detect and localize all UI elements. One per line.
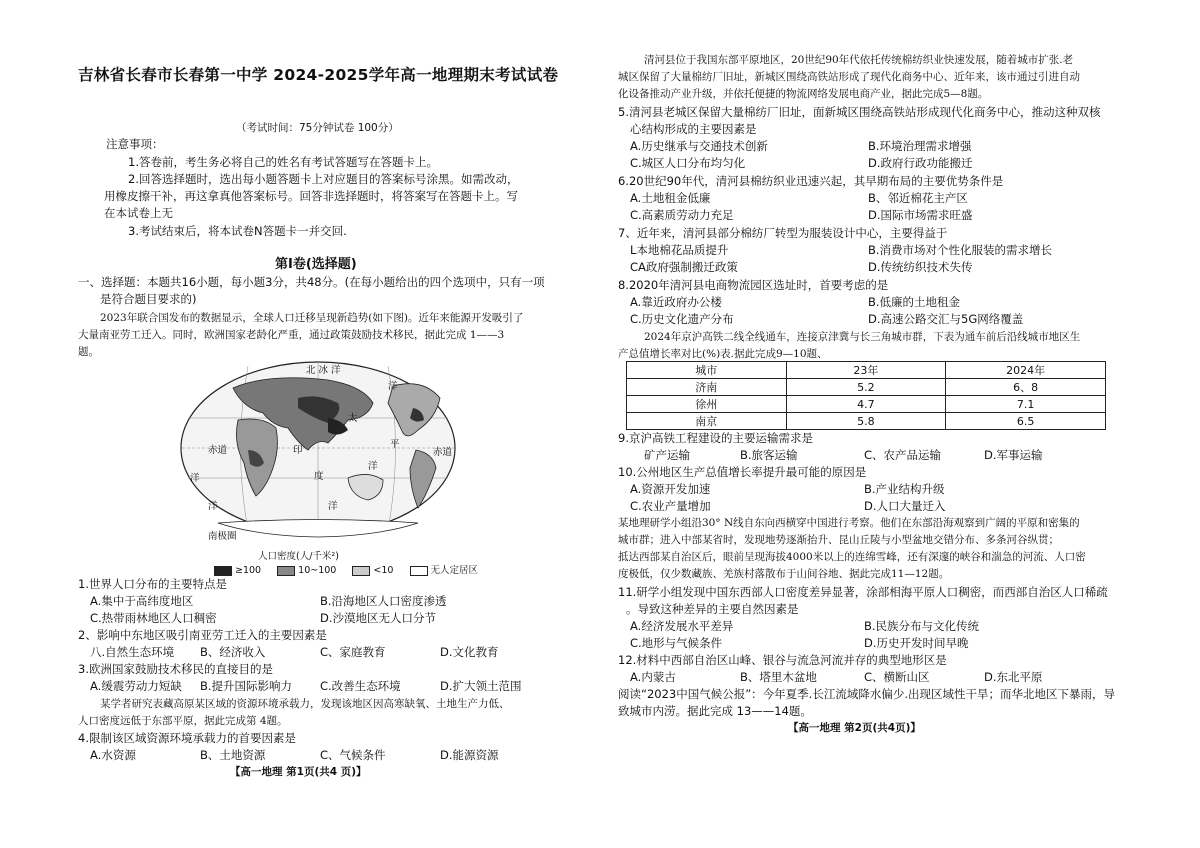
passage-text: 题。 bbox=[78, 346, 99, 358]
option-d: D.传统纺织技术失传 bbox=[868, 260, 973, 274]
option-a: 矿产运输 bbox=[644, 448, 690, 462]
table-cell: 徐州 bbox=[627, 396, 787, 413]
notes-header: 注意事项： bbox=[106, 137, 164, 151]
option-b: B.消费市场对个性化服装的需求增长 bbox=[868, 243, 1053, 257]
table-row bbox=[627, 413, 1106, 430]
table-cell: 5.8 bbox=[786, 413, 946, 430]
question-stem: 10.公州地区生产总值增长率提升最可能的原因是 bbox=[618, 465, 867, 479]
note-line: 用橡皮擦干补，再这拿真他答案标号。回答非选择题时，将答案写在答题卡上。写 bbox=[104, 189, 518, 203]
page-footer: 【高一地理 第1页(共4 页)】 bbox=[230, 766, 367, 778]
passage-text: 致城市内涝。据此完成 13——14题。 bbox=[618, 704, 812, 718]
map-label: 印 bbox=[293, 445, 303, 456]
map-label: 赤道 bbox=[433, 447, 453, 458]
option-a: A.靠近政府办公楼 bbox=[630, 295, 722, 309]
option-c: C.农业产量增加 bbox=[630, 499, 711, 513]
passage-text: 人口密度远低于东部平原，据此完成第 4题。 bbox=[78, 715, 288, 727]
option-c: C、家庭教育 bbox=[320, 645, 386, 659]
option-a: A.水资源 bbox=[90, 748, 136, 762]
option-b: B.环境治理需求增强 bbox=[868, 139, 972, 153]
legend-label: ≥100 bbox=[235, 565, 262, 576]
option-b: B.低廉的土地租金 bbox=[868, 295, 961, 309]
option-a: A.集中于高纬度地区 bbox=[90, 594, 194, 608]
option-c: C.高素质劳动力充足 bbox=[630, 208, 734, 222]
table-header-cell: 23年 bbox=[786, 362, 946, 379]
legend-label: <10 bbox=[373, 565, 394, 576]
page-title: 吉林省长春市长春第一中学 2024-2025学年高一地理期末考试试卷 bbox=[78, 66, 559, 84]
map-caption: 人口密度(人/千米²) bbox=[258, 551, 339, 562]
question-stem: 9.京沪高铁工程建设的主要运输需求是 bbox=[618, 431, 813, 445]
option-d: D.军事运输 bbox=[984, 448, 1043, 462]
option-d: D.扩大领土范围 bbox=[440, 679, 522, 693]
note-line: 1.答卷前，考生务必将自己的姓名有考试答题写在答题卡上。 bbox=[128, 155, 438, 169]
option-d: D.高速公路交汇与5G网络覆盖 bbox=[868, 312, 1024, 326]
map-label: 平 bbox=[390, 439, 400, 450]
option-a: A.资源开发加速 bbox=[630, 482, 711, 496]
option-d: D.能源资源 bbox=[440, 748, 499, 762]
option-b: B.旅客运输 bbox=[740, 448, 798, 462]
option-b: B.沿海地区人口密度渗透 bbox=[320, 594, 447, 608]
table-cell: 6、8 bbox=[946, 379, 1106, 396]
option-c: C.城区人口分布均匀化 bbox=[630, 156, 746, 170]
population-density-map bbox=[178, 358, 458, 548]
option-c: C.历史文化遗产分布 bbox=[630, 312, 734, 326]
legend-label: 10~100 bbox=[298, 565, 337, 576]
map-label: 洋 bbox=[328, 501, 338, 512]
question-stem: 1.世界人口分布的主要特点是 bbox=[78, 577, 227, 591]
passage-text: 度极低，仅少数藏族、羌族村落散布于山间谷地、据此完成11—12题。 bbox=[618, 568, 950, 580]
option-a: A.经济发展水平差异 bbox=[630, 619, 734, 633]
option-a: A.历史继承与交通技术创新 bbox=[630, 139, 768, 153]
question-stem: 7、近年来，清河县部分棉纺厂转型为服装设计中心，主要得益于 bbox=[618, 226, 948, 240]
passage-text: 大量南亚劳工迁入。同时，欧洲国家老龄化严重，通过政策鼓励技术移民，据此完成 1——3 bbox=[78, 329, 505, 341]
table-cell: 5.2 bbox=[786, 379, 946, 396]
exam-info: （考试时间：75分钟试卷 100分） bbox=[236, 122, 399, 134]
question-stem: 4.限制该区域资源环境承载力的首要因素是 bbox=[78, 731, 296, 745]
map-label: 洋 bbox=[190, 473, 200, 484]
option-c: C、横断山区 bbox=[864, 670, 930, 684]
legend-label: 无人定居区 bbox=[430, 565, 479, 576]
option-a: 八.自然生态环境 bbox=[90, 645, 175, 659]
map-label: 北 冰 洋 bbox=[306, 365, 341, 376]
option-b: B、邻近棉花主产区 bbox=[868, 191, 968, 205]
option-c: C.热带雨林地区人口稠密 bbox=[90, 611, 217, 625]
legend-swatch bbox=[410, 566, 428, 576]
table-header-cell: 城市 bbox=[627, 362, 787, 379]
legend-swatch bbox=[277, 566, 295, 576]
map-label: 太 bbox=[348, 413, 358, 424]
option-c: C.地形与气候条件 bbox=[630, 636, 723, 650]
page-footer: 【高一地理 第2页(共4页)】 bbox=[788, 722, 921, 734]
map-label: 赤道 bbox=[208, 445, 228, 456]
passage-text: 化设备推动产业升级，并依托便捷的物流网络发展电商产业，据此完成5—8题。 bbox=[618, 88, 989, 100]
map-label: 洋 bbox=[368, 461, 378, 472]
note-line: 在本试卷上无 bbox=[104, 206, 173, 220]
option-b: B.产业结构升级 bbox=[864, 482, 945, 496]
map-label: 度 bbox=[314, 471, 324, 482]
table-row bbox=[627, 379, 1106, 396]
option-a: A.缓震劳动力短缺 bbox=[90, 679, 182, 693]
question-stem: 11.研学小组发现中国东西部人口密度差异显著，涂部相海平原人口稠密，而西部自治区人口稀疏 bbox=[618, 585, 1108, 599]
passage-text: 产总值增长率对比(%)表.据此完成9—10题、 bbox=[618, 348, 828, 360]
option-d: D.人口大量迁入 bbox=[864, 499, 946, 513]
question-stem: 。导致这种差异的主要自然因素是 bbox=[626, 602, 799, 616]
table-row bbox=[627, 396, 1106, 413]
table-cell: 南京 bbox=[627, 413, 787, 430]
option-c: CA政府强制搬迁政策 bbox=[630, 260, 738, 274]
question-stem: 心结构形成的主要因素是 bbox=[630, 122, 757, 136]
option-b: B.提升国际影响力 bbox=[200, 679, 293, 693]
option-c: C.改善生态环境 bbox=[320, 679, 401, 693]
option-d: D.历史开发时间早晚 bbox=[864, 636, 969, 650]
option-b: B.民族分布与文化传统 bbox=[864, 619, 980, 633]
option-c: C、农产品运输 bbox=[864, 448, 942, 462]
table-cell: 4.7 bbox=[786, 396, 946, 413]
table-cell: 7.1 bbox=[946, 396, 1106, 413]
legend-swatch bbox=[214, 566, 232, 576]
passage-text: 某地理研学小组沿30° N线自东向西横穿中国进行考察。他们在东部沿海观察到广阔的平原和密集的 bbox=[618, 517, 1080, 529]
table-header-row bbox=[627, 362, 1106, 379]
question-stem: 5.清河县老城区保留大量棉纺厂旧址，面新城区围绕高铁站形成现代化商务中心，推动这种双核 bbox=[618, 105, 1101, 119]
legend-swatch bbox=[352, 566, 370, 576]
question-stem: 2、影响中东地区吸引南亚劳工迁入的主要因素是 bbox=[78, 628, 327, 642]
option-d: D.国际市场需求旺盛 bbox=[868, 208, 973, 222]
note-line: 3.考试结束后，将本试卷N答题卡一并交回. bbox=[128, 224, 347, 238]
table-cell: 6.5 bbox=[946, 413, 1106, 430]
option-a: L本地棉花品质提升 bbox=[630, 243, 729, 257]
passage-text: 抵达西部某自治区后，眼前呈现海拔4000米以上的连绵雪峰，还有深邃的峡谷和湍急的河流、人口密 bbox=[618, 551, 1086, 563]
option-d: D.东北平原 bbox=[984, 670, 1043, 684]
option-a: A.土地租金低廉 bbox=[630, 191, 711, 205]
section-title: 第Ⅰ卷(选择题) bbox=[275, 257, 357, 272]
table-header-cell: 2024年 bbox=[946, 362, 1106, 379]
note-line: 2.回答选择题时，选出每小题答题卡上对应题目的答案标号涂黑。如需改动， bbox=[128, 172, 519, 186]
option-b: B、塔里木盆地 bbox=[740, 670, 817, 684]
section-intro: 是符合题目要求的) bbox=[100, 292, 197, 306]
option-c: C、气候条件 bbox=[320, 748, 386, 762]
passage-text: 2023年联合国发布的数据显示，全球人口迁移呈现新趋势(如下图)。近年来能源开发吸引了 bbox=[100, 312, 524, 324]
map-label: 洋 bbox=[388, 381, 398, 392]
passage-text: 某学者研究表藏高原某区域的资源环境承载力，发现该地区因高寒缺氧、土地生产力低、 bbox=[100, 698, 510, 710]
option-d: D.文化教育 bbox=[440, 645, 499, 659]
gdp-growth-table bbox=[626, 361, 1106, 430]
map-label: 南极圈 bbox=[208, 531, 237, 542]
option-b: B、土地资源 bbox=[200, 748, 266, 762]
map-label: 洋 bbox=[208, 501, 218, 512]
section-intro: 一、选择题：本题共16小题，每小题3分，共48分。(在每小题给出的四个选项中，只有一项 bbox=[78, 275, 545, 289]
option-a: A.内蒙古 bbox=[630, 670, 676, 684]
option-d: D.沙漠地区无人口分节 bbox=[320, 611, 437, 625]
passage-text: 阅读“2023中国气候公报”：今年夏季.长江流域降水偏少.出现区域性干旱；而华北地区下暴雨，导 bbox=[618, 687, 1115, 701]
map-legend bbox=[214, 562, 478, 576]
option-d: D.政府行政功能搬迁 bbox=[868, 156, 973, 170]
passage-text: 清河县位于我国东部平原地区，20世纪90年代依托传统棉纺织业快速发展，随着城市扩张.老 bbox=[644, 54, 1074, 66]
table-cell: 济南 bbox=[627, 379, 787, 396]
passage-text: 城区保留了大量棉纺厂旧址，新城区围绕高铁站形成了现代化商务中心、近年来，该市通过引进自动 bbox=[618, 71, 1080, 83]
question-stem: 6.20世纪90年代，清河县棉纺织业迅速兴起，其早期布局的主要优势条件是 bbox=[618, 174, 1004, 188]
question-stem: 3.欧洲国家鼓励技术移民的直接目的是 bbox=[78, 662, 273, 676]
passage-text: 2024年京沪高铁二线全线通车，连接京津冀与长三角城市群，下表为通车前后沿线城市地区生 bbox=[644, 331, 1081, 343]
question-stem: 12.材料中西部自治区山峰、银谷与流急河流并存的典型地形区是 bbox=[618, 653, 947, 667]
option-b: B、经济收入 bbox=[200, 645, 266, 659]
passage-text: 城市群；进入中部某省时，发现地势逐渐抬升、昆山丘陵与小型盆地交错分布、多条河谷纵贯； bbox=[618, 534, 1059, 546]
question-stem: 8.2020年清河县电商物流园区选址时，首要考虑的是 bbox=[618, 278, 889, 292]
